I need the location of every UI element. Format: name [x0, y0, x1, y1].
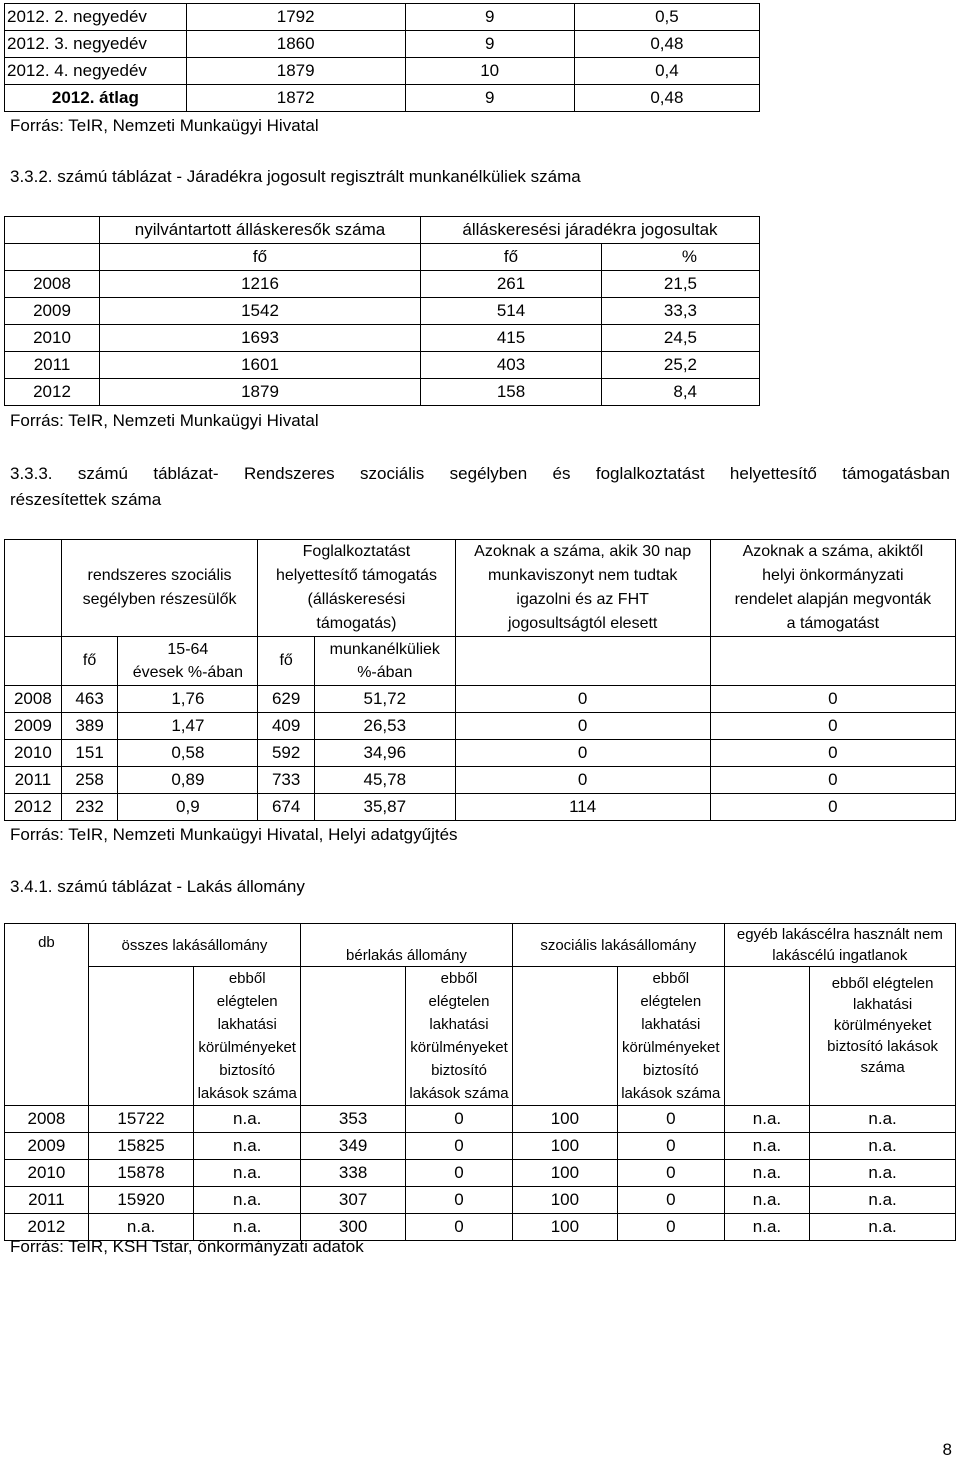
header-line: munkanélküliek	[329, 641, 440, 658]
header-line: Azoknak a száma, akik 30 nap	[474, 543, 692, 560]
table-cell: 463	[61, 686, 118, 713]
table-cell: 389	[61, 713, 118, 740]
header-line: rendszeres szociális	[87, 567, 232, 584]
table-cell: 2012	[5, 1214, 89, 1241]
header-line: (álláskeresési	[307, 591, 406, 608]
header-line: rendelet alapján megvonták	[734, 591, 932, 608]
table-cell: 592	[258, 740, 315, 767]
header-line: lakhatási	[853, 996, 913, 1013]
table-cell: 33,3	[602, 298, 760, 325]
table-cell: 21,5	[602, 271, 760, 298]
table-cell: 1,76	[118, 686, 258, 713]
table-cell: 24,5	[602, 325, 760, 352]
table-cell: n.a.	[810, 1133, 956, 1160]
header-line: 15-64	[167, 641, 209, 658]
table-cell: 1216	[100, 271, 421, 298]
table-cell: 2009	[5, 713, 62, 740]
column-header: bérlakás állomány	[301, 924, 513, 967]
table-2	[4, 539, 956, 821]
table-cell: 2012. átlag	[5, 85, 187, 112]
table-row	[5, 740, 956, 767]
table-row	[5, 58, 760, 85]
table-cell: 9	[405, 4, 574, 31]
table-row	[5, 1106, 956, 1133]
column-header: fő	[258, 637, 315, 686]
table-row	[5, 85, 760, 112]
header-line: évesek %-ában	[132, 664, 244, 681]
table-cell: 338	[301, 1160, 406, 1187]
table-row	[5, 31, 760, 58]
table-cell: 35,87	[314, 794, 455, 821]
table-cell: 2012	[5, 794, 62, 821]
table-cell: 2012. 2. negyedév	[5, 4, 187, 31]
header-line: körülményeket	[410, 1039, 508, 1056]
table-header-row	[5, 217, 760, 244]
table-cell: 26,53	[314, 713, 455, 740]
table-cell: n.a.	[810, 1106, 956, 1133]
table-cell: 0	[455, 740, 710, 767]
table-cell: n.a.	[810, 1214, 956, 1241]
table-cell: 300	[301, 1214, 406, 1241]
table-cell: 1601	[100, 352, 421, 379]
table-cell: 261	[421, 271, 602, 298]
table-row	[5, 325, 760, 352]
table-cell: 733	[258, 767, 315, 794]
table-header-row	[5, 244, 760, 271]
table-cell: n.a.	[810, 1160, 956, 1187]
table-cell: n.a.	[88, 1214, 194, 1241]
table-cell: 2012. 4. negyedév	[5, 58, 187, 85]
table-cell: 2008	[5, 271, 100, 298]
table-cell: 0	[406, 1106, 513, 1133]
column-header: fő	[61, 637, 118, 686]
table-cell: 232	[61, 794, 118, 821]
header-line: helyettesítő támogatás	[275, 567, 437, 584]
table-cell: 100	[512, 1106, 617, 1133]
header-line: lakhatási	[217, 1016, 277, 1033]
column-header	[194, 967, 301, 1106]
header-line: igazolni és az FHT	[516, 591, 649, 608]
table-cell: n.a.	[194, 1106, 301, 1133]
header-line: ebből	[228, 970, 266, 987]
table-cell: 15722	[88, 1106, 194, 1133]
table-cell	[455, 637, 710, 686]
table-cell: 100	[512, 1214, 617, 1241]
table-cell: 0,5	[574, 4, 759, 31]
header-line: biztosító lakások	[827, 1038, 939, 1055]
table-cell: 0	[617, 1160, 724, 1187]
table-cell: 100	[512, 1187, 617, 1214]
table-cell: 0	[406, 1160, 513, 1187]
table-cell: 0,9	[118, 794, 258, 821]
table-cell: 0	[617, 1133, 724, 1160]
table-cell: 100	[512, 1160, 617, 1187]
table-row	[5, 1160, 956, 1187]
table-cell: 415	[421, 325, 602, 352]
table-row	[5, 352, 760, 379]
table-cell: 2008	[5, 1106, 89, 1133]
table-cell: 114	[455, 794, 710, 821]
column-header	[118, 637, 258, 686]
table-cell	[512, 967, 617, 1106]
table-cell: 2011	[5, 352, 100, 379]
table-source: Forrás: TeIR, Nemzeti Munkaügyi Hivatal	[10, 411, 319, 430]
table-cell: 0,89	[118, 767, 258, 794]
table-cell: 15920	[88, 1187, 194, 1214]
column-header: fő	[100, 244, 421, 271]
table-cell: 51,72	[314, 686, 455, 713]
table-cell: 8,4	[602, 379, 760, 406]
table-cell: 2011	[5, 767, 62, 794]
column-header	[810, 967, 956, 1106]
table-cell: 514	[421, 298, 602, 325]
table-cell: n.a.	[724, 1187, 810, 1214]
table-cell: 10	[405, 58, 574, 85]
table-cell: n.a.	[194, 1133, 301, 1160]
table-cell: n.a.	[194, 1160, 301, 1187]
table-source: Forrás: TeIR, Nemzeti Munkaügyi Hivatal	[10, 116, 319, 135]
table-cell: 2009	[5, 1133, 89, 1160]
table-cell: 1693	[100, 325, 421, 352]
table-source: Forrás: TeIR, Nemzeti Munkaügyi Hivatal, Helyi adatgyűjtés	[10, 825, 458, 844]
table-cell: 0	[455, 767, 710, 794]
table-source: Forrás: TeIR, KSH Tstar, önkormányzati adatok	[10, 1237, 364, 1256]
header-line: ebből	[440, 970, 478, 987]
table-cell: 0	[710, 713, 955, 740]
table-cell	[5, 540, 62, 637]
header-line: elégtelen	[640, 993, 702, 1010]
table-cell	[724, 967, 810, 1106]
table-cell: 0,4	[574, 58, 759, 85]
header-line: körülményeket	[622, 1039, 720, 1056]
header-line: körülményeket	[198, 1039, 296, 1056]
table-cell: 25,2	[602, 352, 760, 379]
header-line: lakhatási	[641, 1016, 701, 1033]
table-cell	[5, 217, 100, 244]
column-header	[617, 967, 724, 1106]
table-cell: 1,47	[118, 713, 258, 740]
table-header-row	[5, 637, 956, 686]
header-line: Azoknak a száma, akiktől	[742, 543, 924, 560]
header-line: lakáscélú ingatlanok	[772, 947, 908, 964]
header-line: munkaviszonyt nem tudtak	[487, 567, 678, 584]
table-cell	[88, 967, 194, 1106]
table-3	[4, 923, 956, 1241]
table-cell: 0	[710, 767, 955, 794]
table-cell: 0	[710, 794, 955, 821]
table-cell: 349	[301, 1133, 406, 1160]
table-cell: 1872	[186, 85, 405, 112]
table-cell: 158	[421, 379, 602, 406]
table-header-row	[5, 967, 956, 1106]
table-cell: n.a.	[810, 1187, 956, 1214]
table-title: 3.3.2. számú táblázat - Járadékra jogosult regisztrált munkanélküliek száma	[10, 167, 581, 186]
table-cell: 34,96	[314, 740, 455, 767]
table-cell: 0	[617, 1187, 724, 1214]
table-cell: 0	[455, 686, 710, 713]
table-cell: n.a.	[194, 1214, 301, 1241]
header-line: lakások száma	[197, 1085, 297, 1102]
table-title: 3.4.1. számú táblázat - Lakás állomány	[10, 877, 305, 896]
table-cell	[710, 637, 955, 686]
table-row	[5, 4, 760, 31]
header-line: Foglalkoztatást	[302, 543, 411, 560]
table-cell: 9	[405, 31, 574, 58]
column-header: fő	[421, 244, 602, 271]
table-cell: 0	[455, 713, 710, 740]
page-number: 8	[942, 1440, 952, 1459]
header-line: %-ában	[357, 664, 413, 681]
table-cell: 1879	[100, 379, 421, 406]
table-row	[5, 298, 760, 325]
column-header: nyilvántartott álláskeresők száma	[100, 217, 421, 244]
table-cell: 403	[421, 352, 602, 379]
table-row	[5, 686, 956, 713]
column-header	[406, 967, 513, 1106]
header-line: a támogatást	[786, 615, 880, 632]
header-line: száma	[860, 1059, 905, 1076]
table-cell: 1792	[186, 4, 405, 31]
header-line: ebből elégtelen	[831, 975, 934, 992]
column-header	[710, 540, 955, 637]
table-cell: 0	[617, 1214, 724, 1241]
table-cell	[301, 967, 406, 1106]
header-line: ebből	[652, 970, 690, 987]
table-cell: 353	[301, 1106, 406, 1133]
table-cell: n.a.	[194, 1187, 301, 1214]
table-cell: 409	[258, 713, 315, 740]
table-cell: 674	[258, 794, 315, 821]
table-cell	[5, 244, 100, 271]
table-cell: 2008	[5, 686, 62, 713]
column-header: szociális lakásállomány	[512, 924, 724, 967]
table-cell: 2010	[5, 740, 62, 767]
header-line: támogatás)	[316, 615, 397, 632]
table-cell: 0,58	[118, 740, 258, 767]
table-cell: 2012	[5, 379, 100, 406]
column-header: db	[5, 924, 89, 1106]
table-row	[5, 379, 760, 406]
table-cell: 0	[710, 740, 955, 767]
table-cell: 15878	[88, 1160, 194, 1187]
header-line: jogosultságtól elesett	[507, 615, 658, 632]
table-cell: 2012. 3. negyedév	[5, 31, 187, 58]
table-cell: n.a.	[724, 1133, 810, 1160]
table-cell: 2009	[5, 298, 100, 325]
header-line: biztosító	[642, 1062, 699, 1079]
header-line: elégtelen	[428, 993, 490, 1010]
header-line: lakások száma	[621, 1085, 721, 1102]
column-header	[455, 540, 710, 637]
table-row	[5, 1133, 956, 1160]
header-line: segélyben részesülők	[82, 591, 237, 608]
table-1	[4, 216, 760, 406]
header-line: egyéb lakáscélra használt nem	[736, 926, 943, 943]
header-line: lakások száma	[409, 1085, 509, 1102]
header-line: biztosító	[431, 1062, 487, 1079]
table-cell: 0	[617, 1106, 724, 1133]
table-cell: 9	[405, 85, 574, 112]
column-header	[258, 540, 455, 637]
table-cell: 0	[710, 686, 955, 713]
table-cell: 258	[61, 767, 118, 794]
table-cell: 45,78	[314, 767, 455, 794]
column-header	[724, 924, 955, 967]
table-cell: n.a.	[724, 1214, 810, 1241]
table-cell: 2011	[5, 1187, 89, 1214]
header-line: helyi önkormányzati	[762, 567, 904, 584]
column-header	[314, 637, 455, 686]
header-line: lakhatási	[429, 1016, 489, 1033]
table-cell: 1542	[100, 298, 421, 325]
header-line: biztosító	[219, 1062, 276, 1079]
header-line: körülményeket	[833, 1017, 932, 1034]
column-header: álláskeresési járadékra jogosultak	[421, 217, 760, 244]
header-line: elégtelen	[216, 993, 278, 1010]
table-0	[4, 3, 760, 112]
table-header-row	[5, 540, 956, 637]
table-cell	[5, 637, 62, 686]
table-cell: 629	[258, 686, 315, 713]
table-cell: n.a.	[724, 1160, 810, 1187]
table-row	[5, 1187, 956, 1214]
table-cell: n.a.	[724, 1106, 810, 1133]
table-cell: 2010	[5, 1160, 89, 1187]
column-header	[61, 540, 258, 637]
table-title-continued: részesítettek száma	[10, 490, 162, 509]
table-cell: 0,48	[574, 85, 759, 112]
table-row	[5, 794, 956, 821]
table-row	[5, 713, 956, 740]
table-cell: 0	[406, 1133, 513, 1160]
table-cell: 1879	[186, 58, 405, 85]
table-cell: 100	[512, 1133, 617, 1160]
table-cell: 0	[406, 1187, 513, 1214]
table-cell: 15825	[88, 1133, 194, 1160]
column-header: %	[602, 244, 760, 271]
table-title: 3.3.3. számú táblázat- Rendszeres szociális segélyben és foglalkoztatást helyettesítő támogatásban	[10, 464, 950, 483]
column-header: összes lakásállomány	[88, 924, 300, 967]
table-cell: 151	[61, 740, 118, 767]
table-cell: 1860	[186, 31, 405, 58]
table-row	[5, 271, 760, 298]
table-cell: 0	[406, 1214, 513, 1241]
table-cell: 0,48	[574, 31, 759, 58]
table-header-row	[5, 924, 956, 967]
table-cell: 307	[301, 1187, 406, 1214]
table-cell: 2010	[5, 325, 100, 352]
table-row	[5, 767, 956, 794]
